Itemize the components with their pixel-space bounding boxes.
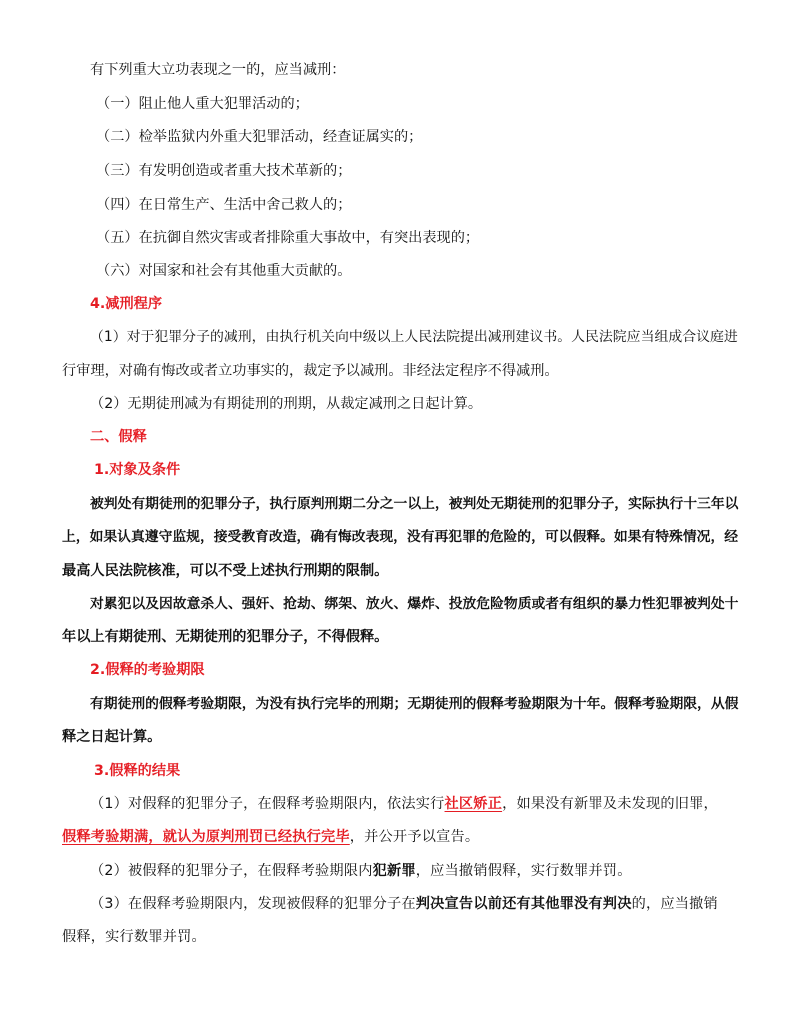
text-run: ，应当撤销假释，实行数罪并罚。 — [415, 863, 632, 879]
paragraph-line: 有期徒刑的假释考验期限，为没有执行完毕的刑期；无期徒刑的假释考验期限为十年。假释考验期限，从假 — [90, 696, 739, 712]
paragraph-line — [90, 794, 718, 814]
paragraph-line: （1）对于犯罪分子的减刑，由执行机关向中级以上人民法院提出减刑建议书。人民法院应当组成合议庭进 — [90, 329, 738, 345]
paragraph-line: （2）无期徒刑减为有期徒刑的刑期，从裁定减刑之日起计算。 — [90, 396, 483, 412]
section-heading: 2.假释的考验期限 — [90, 662, 205, 678]
list-item: （一）阻止他人重大犯罪活动的； — [96, 96, 309, 112]
paragraph-line: 行审理，对确有悔改或者立功事实的，裁定予以减刑。非经法定程序不得减刑。 — [62, 363, 559, 379]
paragraph-line: 释之日起计算。 — [62, 729, 162, 745]
emphasis-text: 判决宣告以前还有其他罪没有判决 — [415, 896, 632, 912]
list-item: （二）检举监狱内外重大犯罪活动，经查证属实的； — [96, 129, 423, 145]
text-run: （1）对假释的犯罪分子，在假释考验期限内，依法实行 — [90, 796, 445, 812]
text-run: （2）被假释的犯罪分子，在假释考验期限内 — [90, 863, 373, 879]
section-heading: 3.假释的结果 — [94, 763, 181, 779]
highlight-text: 社区矫正 — [444, 796, 503, 812]
paragraph-line — [90, 894, 718, 914]
paragraph-line — [62, 827, 479, 847]
paragraph-line: 最高人民法院核准，可以不受上述执行刑期的限制。 — [62, 563, 389, 579]
section-heading: 4.减刑程序 — [90, 296, 163, 312]
paragraph-line: 被判处有期徒刑的犯罪分子，执行原判刑期二分之一以上，被判处无期徒刑的犯罪分子，实际执行十三年以 — [90, 496, 739, 512]
list-item: （五）在抗御自然灾害或者排除重大事故中，有突出表现的； — [96, 230, 480, 246]
paragraph-line: 对累犯以及因故意杀人、强奸、抢劫、绑架、放火、爆炸、投放危险物质或者有组织的暴力性犯罪被判处十 — [90, 596, 739, 612]
paragraph-line — [90, 861, 632, 881]
text-run: （3）在假释考验期限内，发现被假释的犯罪分子在 — [90, 896, 416, 912]
emphasis-text: 犯新罪 — [372, 863, 416, 879]
chapter-heading: 二、假释 — [90, 429, 147, 445]
list-item: （四）在日常生产、生活中舍己救人的； — [96, 197, 352, 213]
list-item: （六）对国家和社会有其他重大贡献的。 — [96, 263, 352, 279]
text-run: ，并公开予以宣告。 — [349, 829, 480, 845]
highlight-text: 假释考验期满，就认为原判刑罚已经执行完毕 — [62, 829, 350, 845]
intro-text: 有下列重大立功表现之一的，应当减刑： — [90, 62, 346, 78]
paragraph-line: 假释，实行数罪并罚。 — [62, 929, 206, 945]
section-heading: 1.对象及条件 — [94, 462, 181, 478]
text-run: 的，应当撤销 — [631, 896, 718, 912]
list-item: （三）有发明创造或者重大技术革新的； — [96, 163, 352, 179]
paragraph-line: 上，如果认真遵守监规，接受教育改造，确有悔改表现，没有再犯罪的危险的，可以假释。如果有特殊情况，经 — [62, 529, 739, 545]
paragraph-line: 年以上有期徒刑、无期徒刑的犯罪分子，不得假释。 — [62, 629, 389, 645]
text-run: ，如果没有新罪及未发现的旧罪， — [502, 796, 718, 812]
